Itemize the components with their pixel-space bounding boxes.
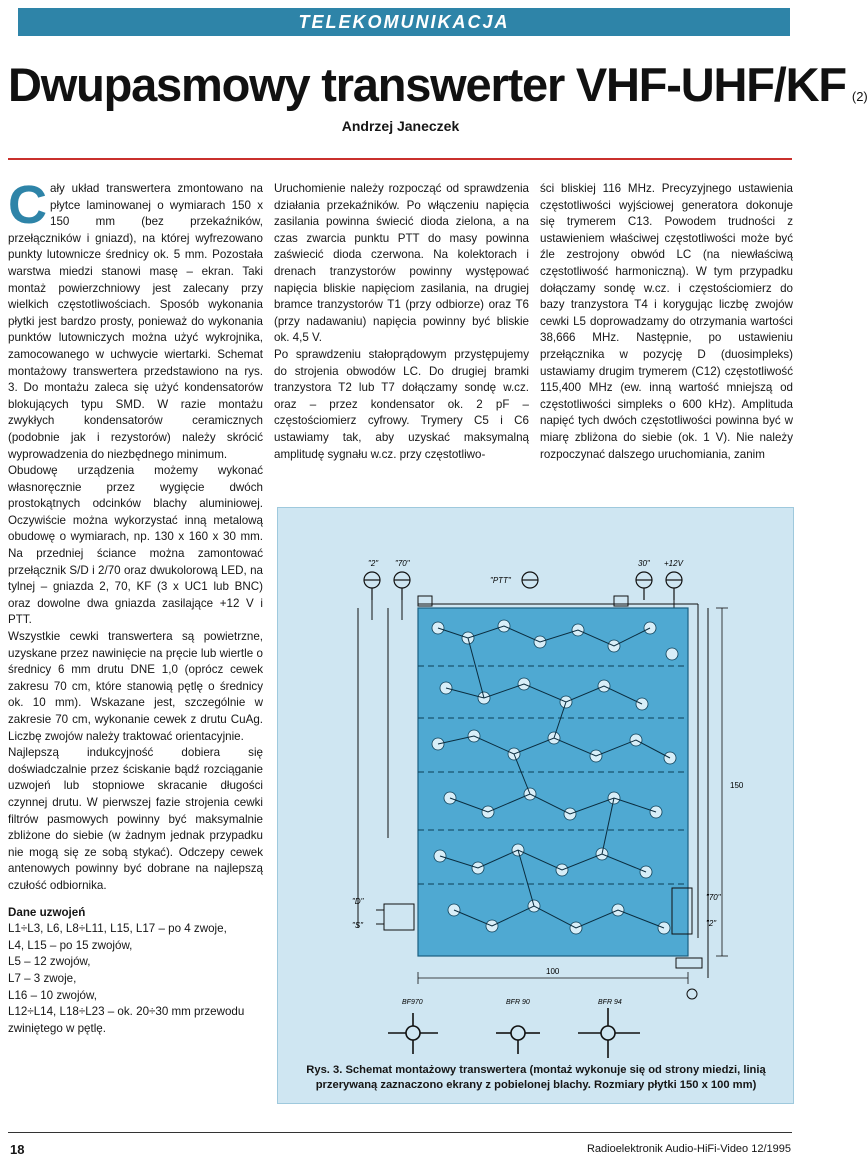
label-bf970: BF970 [402, 999, 423, 1006]
label-bfr90: BFR 90 [506, 999, 530, 1006]
figure-caption: Rys. 3. Schemat montażowy transwertera (montaż wykonuje się od strony miedzi, linią przerywaną zaznaczono ekrany z pobielonej blachy. Rozmiary płytki 150 x 100 mm) [306, 1064, 766, 1091]
paragraph: Wszystkie cewki transwertera są powietrzne, uzyskane przez nawinięcie na pręcie lub wiertle o średnicy 6 mm drutu DNE 1,0 (oprócz cewek zakresu 70 cm, które stanowią pętlę o średnicy ok. 10 mm). Wskazane jest, szczególnie w zakresie 70 cm, wykonanie cewek z drutu CuAg. Liczbę zwojów należy traktować orientacyjnie. [8, 630, 263, 743]
dim-100: 100 [546, 967, 560, 976]
winding-item: L12÷L14, L18÷L23 – ok. 20÷30 mm przewodu zwiniętego w pętlę. [8, 1005, 245, 1035]
label-12v: +12V [664, 559, 683, 568]
label-bfr94: BFR 94 [598, 999, 622, 1006]
article-title [8, 58, 868, 124]
label-2: "2" [368, 559, 379, 568]
label-r2: "2" [706, 919, 717, 928]
article-author: Andrzej Janeczek [341, 118, 460, 134]
pcb-board [418, 608, 688, 956]
footer-divider [8, 1132, 792, 1133]
paragraph: Najlepszą indukcyjność dobiera się doświadczalnie przez ściskanie bądź rozciąganie uzwojeń lub stopniowe skracanie długości czynnej drutu. W pierwszej fazie strojenia cewki filtrów pasmowych powinny być maksymalnie zbliżone do siebie (w żadnym jednak przypadku nie mogą się ze sobą stykać). Odczepy cewek antenowych powinny być dobrane na najlepszą czułość odbiornika. [8, 746, 263, 892]
paragraph: ści bliskiej 116 MHz. Precyzyjnego ustawienia częstotliwości wyjściowej generatora dokonuje się trymerem C13. Powodem trudności z ustawieniem właściwej częstotliwości może być źle zestrojony obwód LC (na niewłaściwą częstotliwość harmoniczną). W tym przypadku dołączamy sondę w.cz. i częstościomierz do bazy tranzystora T4 i korygując liczbę zwojów cewki L5 doprowadzamy do otrzymania wartości 38,666 MHz. Następnie, po ustawieniu przełącznika w pozycję D (duosimpleks) ustawiamy drugim trymerem (C12) częstotliwość 115,400 MHz (ew. inną wartość mniejszą od częstotliwości simpleks o 600 kHz). Amplituda napięć tych dwóch częstotliwości powinna być w miarę zbliżona do siebie (ok. 1 V). Nie należy rozpoczynać dalszego uruchomiania, zanim [540, 182, 793, 461]
windings-title: Dane uzwojeń [8, 905, 86, 919]
winding-item: L5 – 12 zwojów, [8, 955, 91, 969]
dim-150: 150 [730, 781, 744, 790]
winding-item: L1÷L3, L6, L8÷L11, L15, L17 – po 4 zwoje, [8, 922, 227, 936]
figure-3 [277, 507, 794, 1104]
winding-item: L16 – 10 zwojów, [8, 988, 97, 1002]
text-column-2 [274, 181, 529, 463]
drop-cap: C [8, 175, 47, 235]
assembly-schematic [278, 508, 793, 1063]
label-d: "D" [352, 897, 364, 906]
label-r70: "70" [706, 893, 721, 902]
label-70: "70" [395, 559, 410, 568]
text-column-1 [8, 175, 263, 1037]
winding-item: L7 – 3 zwoje, [8, 971, 77, 985]
paragraph: Uruchomienie należy rozpocząć od sprawdzenia działania przekaźników. Po włączeniu napięcia zasilania powinna świecić dioda zielona, a na czas zwarcia punktu PTT do masy powinna zaświecić dioda czerwona. Na kolektorach i drenach tranzystorów powinny występować napięcia bliskie napięciom zasilania, na drugiej bramce tranzystorów T1 (przy odbiorze) oraz T6 (przy nadawaniu) napięcia powinny być bliskie ok. 4,5 V. [274, 182, 529, 345]
paragraph [8, 175, 263, 463]
article-title-text: Dwupasmowy transwerter VHF-UHF/KF [8, 58, 846, 111]
label-ptt: "PTT" [490, 576, 511, 585]
journal-footer: Radioelektronik Audio-HiFi-Video 12/1995 [586, 1143, 791, 1155]
windings-list [8, 905, 263, 1038]
label-30: 30" [638, 559, 650, 568]
paragraph-text: ały układ transwertera zmontowano na płytce laminowanej o wymiarach 150 x 150 mm (bez przekaźników, przełączników i gniazd), na której wyfrezowano punkty lutownicze średnicy ok. 5 mm. Pozostała warstwa miedzi stanowi masę – ekran. Taki montaż powierzchniowy jest zalecany przy wielkich częstotliwościach. Sposób wykonania płytki jest bardzo prosty, ponieważ do wykonania punktów lutowniczych można użyć wykrojnika, zamocowanego w uchwycie wiertarki. Schemat montażowy transwertera przedstawiono na rys. 3. Do montażu zaleca się użyć kondensatorów blokujących typu SMD. W razie montażu zwykłych kondensatorów ceramicznych (podobnie jak i rezystorów) należy skrócić wyprowadzenia do niezbędnego minimum. [8, 182, 263, 461]
article-part: (2) [851, 89, 868, 104]
paragraph: Po sprawdzeniu stałoprądowym przystępujemy do strojenia obwodów LC. Do drugiej bramki tranzystora T2 lub T7 dołączamy sondę w.cz. oraz – przez kondensator ok. 2 pF – częstościomierz cyfrowy. Trymery C5 i C6 ustawiamy tak, aby uzyskać maksymalną amplitudę sygnału w.cz. przy częstotliwo- [274, 347, 529, 461]
winding-item: L4, L15 – po 15 zwojów, [8, 938, 133, 952]
title-divider [8, 158, 792, 160]
paragraph: Obudowę urządzenia możemy wykonać własnoręcznie przez wygięcie dwóch prostokątnych odcinków blachy aluminiowej. Oczywiście można wykorzystać inną metalową obudowę o wymiarach, np. 130 x 160 x 30 mm. Na przedniej ściance można zamontować przełącznik S/D i 2/70 oraz dwukolorową LED, na tylnej – gniazda 2, 70, KF (3 x UC1 lub BNC) oraz dowolne dwa gniazda zasilające +12 V i PTT. [8, 464, 263, 627]
section-header: TELEKOMUNIKACJA [18, 8, 790, 36]
text-column-3 [540, 181, 793, 463]
label-s: "S" [352, 921, 364, 930]
page-number: 18 [10, 1142, 25, 1157]
